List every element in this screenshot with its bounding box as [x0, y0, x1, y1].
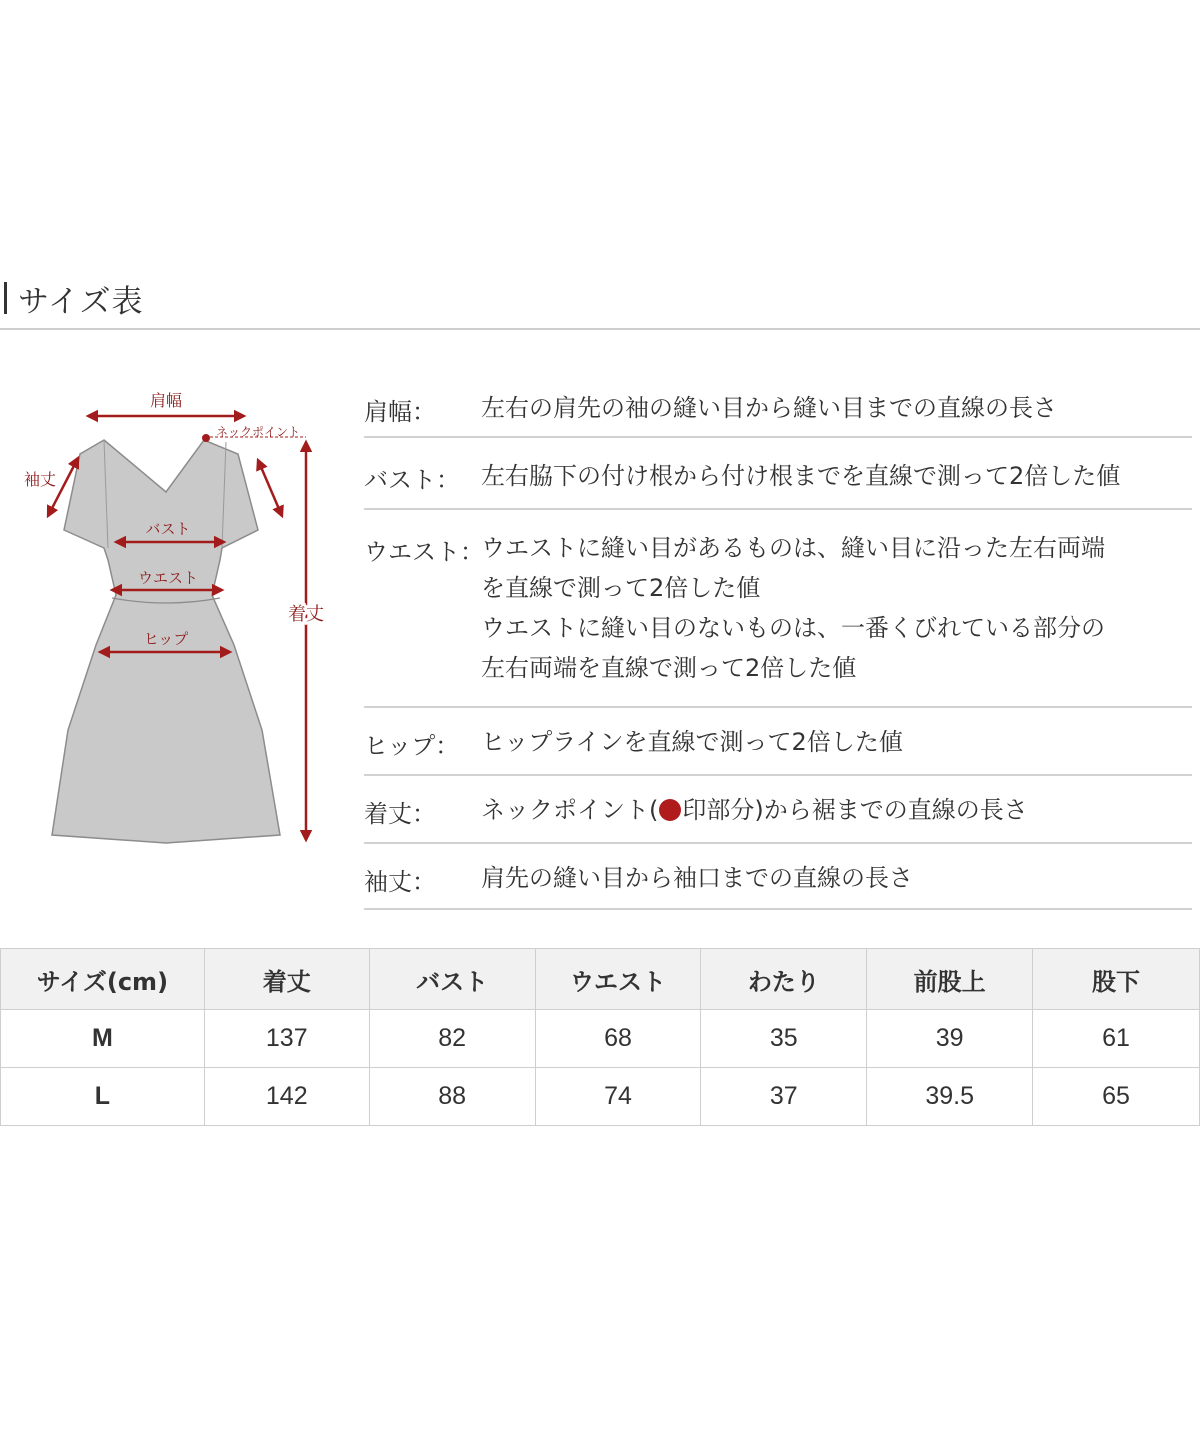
definition-text: ウエストに縫い目があるものは、縫い目に沿った左右両端: [481, 534, 1105, 562]
definition-row-bust: [364, 438, 1192, 510]
definition-row-length: [364, 776, 1192, 844]
neck-point-dot: [202, 434, 210, 442]
size-table: [0, 948, 1200, 1126]
table-cell: 88: [369, 1068, 535, 1126]
column-header-inseam: 股下: [1033, 949, 1200, 1010]
table-cell: 68: [535, 1010, 701, 1068]
label-sleeve: 袖丈: [23, 470, 57, 489]
definition-text-after-dot: 印部分)から裾までの直線の長さ: [682, 796, 1028, 824]
definition-row-sleeve: [364, 844, 1192, 910]
table-cell: 137: [204, 1010, 369, 1068]
definition-term: ウエスト：: [364, 538, 484, 566]
page-title: サイズ表: [18, 284, 144, 320]
table-cell: 65: [1033, 1068, 1200, 1126]
definition-term: バスト：: [364, 466, 460, 494]
label-bust: バスト: [145, 520, 191, 538]
table-cell: 142: [204, 1068, 369, 1126]
definition-text: 左右の肩先の袖の縫い目から縫い目までの直線の長さ: [481, 394, 1057, 422]
garment-diagram: [0, 380, 345, 860]
sleeve-arrow-right: [258, 460, 282, 516]
label-waist: ウエスト: [137, 569, 199, 587]
dress-illustration: [0, 380, 345, 860]
column-header-length: 着丈: [204, 949, 369, 1010]
definition-text-before-dot: ネックポイント(: [481, 796, 659, 824]
table-cell: 39.5: [867, 1068, 1033, 1126]
measurement-definitions: [364, 378, 1192, 910]
label-shoulder: 肩幅: [149, 391, 183, 410]
size-label: L: [1, 1068, 205, 1126]
title-accent-bar: [4, 282, 7, 314]
definition-term: 着丈：: [364, 800, 436, 828]
definition-text: 肩先の縫い目から袖口までの直線の長さ: [481, 864, 913, 892]
section-header: [0, 274, 1200, 332]
table-cell: 35: [701, 1010, 867, 1068]
column-header-front-rise: 前股上: [867, 949, 1033, 1010]
definition-row-shoulder: [364, 378, 1192, 438]
column-header-bust: バスト: [369, 949, 535, 1010]
size-table-header-row: [1, 949, 1200, 1010]
table-cell: 37: [701, 1068, 867, 1126]
column-header-size: サイズ(cm): [1, 949, 205, 1010]
table-row: [1, 1068, 1200, 1126]
definition-row-hip: [364, 708, 1192, 776]
title-divider: [0, 328, 1200, 330]
size-label: M: [1, 1010, 205, 1068]
definition-row-waist: [364, 510, 1192, 708]
column-header-thigh: わたり: [701, 949, 867, 1010]
definition-text: ヒップラインを直線で測って2倍した値: [481, 728, 903, 756]
definition-text: ウエストに縫い目のないものは、一番くびれている部分の: [481, 614, 1105, 642]
table-cell: 74: [535, 1068, 701, 1126]
table-cell: 61: [1033, 1010, 1200, 1068]
definition-term: 袖丈：: [364, 868, 436, 896]
definition-term: 肩幅：: [364, 398, 436, 426]
table-cell: 82: [369, 1010, 535, 1068]
table-row: [1, 1010, 1200, 1068]
definition-text: を直線で測って2倍した値: [481, 574, 761, 602]
definition-text: 左右両端を直線で測って2倍した値: [481, 654, 857, 682]
definition-text: [481, 790, 1028, 830]
table-cell: 39: [867, 1010, 1033, 1068]
label-length: 着丈: [288, 604, 324, 625]
definition-text: 左右脇下の付け根から付け根までを直線で測って2倍した値: [481, 462, 1121, 490]
neck-point-marker-icon: [659, 799, 681, 821]
label-neck-point: ネックポイント: [215, 425, 301, 439]
column-header-waist: ウエスト: [535, 949, 701, 1010]
definition-term: ヒップ：: [364, 732, 460, 760]
label-hip: ヒップ: [143, 630, 189, 648]
